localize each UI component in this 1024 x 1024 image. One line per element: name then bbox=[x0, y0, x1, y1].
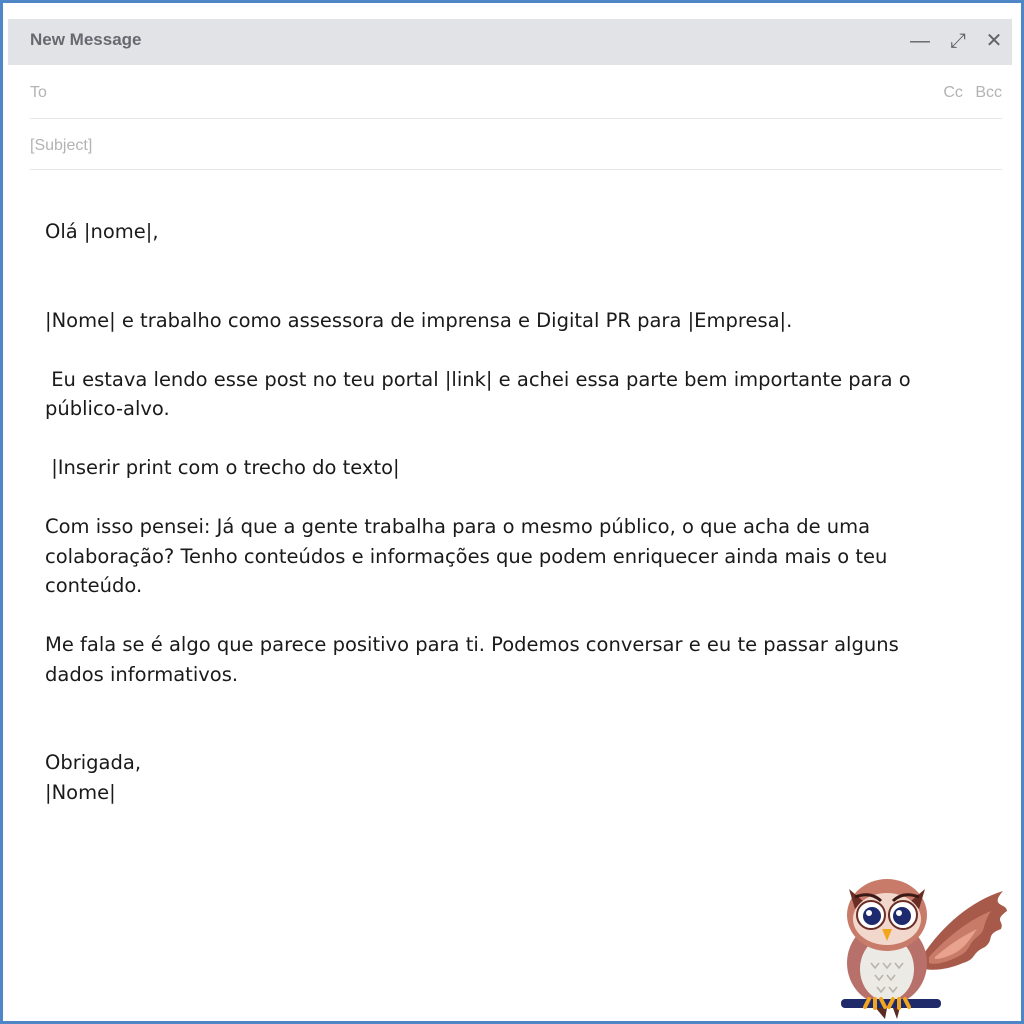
print-placeholder: |Inserir print com o trecho do texto| bbox=[45, 456, 400, 479]
bcc-link[interactable]: Bcc bbox=[975, 84, 1002, 101]
to-label: To bbox=[30, 84, 47, 101]
compose-titlebar bbox=[8, 19, 1012, 65]
to-input[interactable] bbox=[70, 79, 894, 113]
message-body[interactable] bbox=[45, 217, 955, 807]
subject-input[interactable] bbox=[30, 131, 930, 161]
intro-paragraph: |Nome| e trabalho como assessora de imprensa e Digital PR para |Empresa|. bbox=[45, 308, 793, 332]
minimize-icon[interactable]: — bbox=[910, 30, 930, 52]
to-row bbox=[30, 75, 1002, 119]
cc-bcc-links bbox=[935, 84, 1002, 102]
maximize-icon[interactable]: ⤢ bbox=[950, 30, 966, 52]
signoff-line: Obrigada, bbox=[45, 751, 142, 774]
owl-mascot bbox=[831, 871, 1011, 1021]
greeting-line: Olá |nome|, bbox=[45, 220, 159, 243]
window-title: New Message bbox=[30, 30, 142, 49]
signature-line: |Nome| bbox=[45, 780, 116, 804]
closing-paragraph: Me fala se é algo que parece positivo para ti. Podemos conversar e eu te passar alguns dados informativos. bbox=[45, 633, 905, 686]
proposal-paragraph: Com isso pensei: Já que a gente trabalha para o mesmo público, o que acha de uma colaboração? Tenho conteúdos e informações que podem enriquecer ainda mais o teu conteúdo. bbox=[45, 515, 894, 597]
subject-row bbox=[30, 125, 1002, 170]
reading-paragraph: Eu estava lendo esse post no teu portal |link| e achei essa parte bem importante para o público-alvo. bbox=[45, 367, 917, 420]
close-icon[interactable]: ✕ bbox=[985, 30, 1003, 52]
cc-link[interactable]: Cc bbox=[943, 84, 963, 101]
